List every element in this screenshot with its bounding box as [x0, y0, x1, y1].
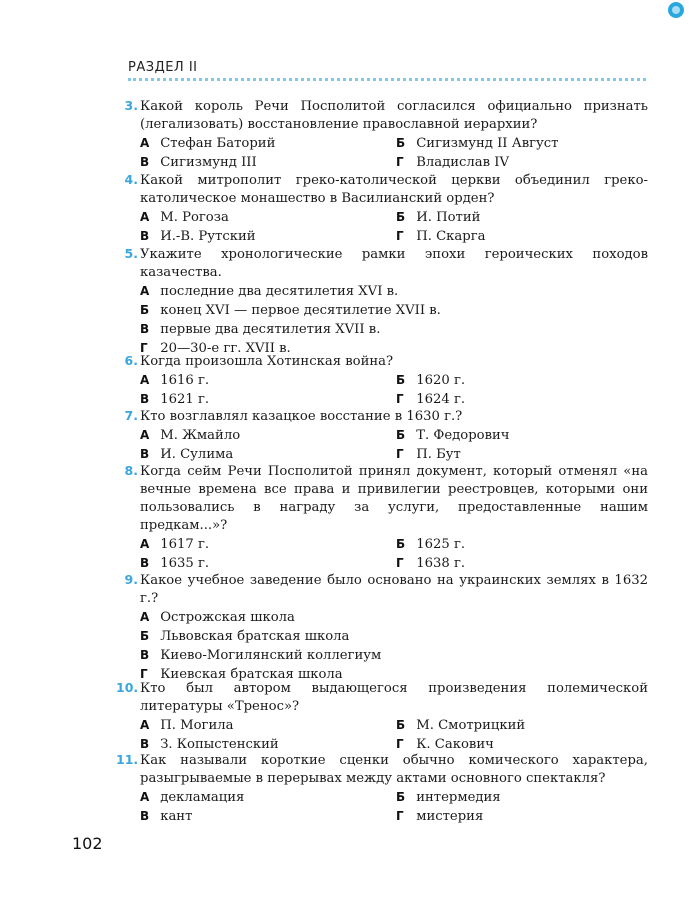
answer-option[interactable]: Б Т. Федорович [396, 428, 510, 443]
question-number: 8. [124, 463, 138, 478]
answer-options [140, 716, 648, 754]
question-9 [124, 572, 648, 684]
question-number: 9. [124, 572, 138, 587]
question-6 [124, 353, 648, 409]
answer-option[interactable]: В З. Копыстенский [140, 737, 279, 752]
question-text: Кто был автором выдающегося произведения полемической литературы «Тренос»? [140, 681, 648, 714]
answer-option[interactable]: А Острожская школа [140, 610, 295, 625]
answer-option[interactable]: В 1635 г. [140, 556, 210, 571]
question-text: Кто возглавлял казацкое восстание в 1630 г.? [140, 409, 463, 424]
answer-option[interactable]: Г П. Скарга [396, 229, 486, 244]
question-5 [124, 246, 648, 358]
answer-options [140, 208, 648, 246]
question-8 [124, 463, 648, 573]
answer-option[interactable]: Б конец XVI — первое десятилетие XVII в. [140, 303, 441, 318]
answer-option[interactable]: Г К. Сакович [396, 737, 494, 752]
answer-option[interactable]: Г 20—30-е гг. XVII в. [140, 341, 291, 356]
answer-option[interactable]: Б М. Смотрицкий [396, 718, 526, 733]
question-text: Какое учебное заведение было основано на украинских землях в 1632 г.? [140, 573, 648, 606]
answer-option[interactable]: А М. Рогоза [140, 210, 229, 225]
answer-option[interactable]: В Киево-Могилянский коллегиум [140, 648, 382, 663]
answer-option[interactable]: Б 1625 г. [396, 537, 466, 552]
question-text: Укажите хронологические рамки эпохи героических походов казачества. [140, 247, 648, 280]
answer-option[interactable]: А Стефан Баторий [140, 136, 276, 151]
question-11 [116, 752, 648, 826]
section-title: РАЗДЕЛ II [128, 60, 198, 75]
question-number: 6. [124, 353, 138, 368]
answer-options [140, 426, 648, 464]
answer-option[interactable]: Б интермедия [396, 790, 501, 805]
question-10 [116, 680, 648, 754]
question-4 [124, 172, 648, 246]
question-text: Когда произошла Хотинская война? [140, 354, 394, 369]
answer-option[interactable]: А последние два десятилетия XVI в. [140, 284, 399, 299]
answer-options [140, 788, 648, 826]
answer-option[interactable]: А 1616 г. [140, 373, 210, 388]
answer-option[interactable]: Г 1624 г. [396, 392, 466, 407]
answer-option[interactable]: В Сигизмунд III [140, 155, 257, 170]
answer-option[interactable]: Б 1620 г. [396, 373, 466, 388]
question-number: 10. [116, 680, 139, 695]
question-7 [124, 408, 648, 464]
answer-options [140, 535, 648, 573]
question-number: 3. [124, 98, 138, 113]
answer-option[interactable]: В И. Сулима [140, 447, 234, 462]
answer-option[interactable]: Б Львовская братская школа [140, 629, 350, 644]
question-text: Когда сейм Речи Посполитой принял документ, который отменял «на вечные времена все права и привилегии реестровцев, которыми они пользовались в награду за услуги, предоставленные нашим предкам...»? [140, 464, 648, 533]
answer-option[interactable]: В первые два десятилетия XVII в. [140, 322, 381, 337]
question-number: 7. [124, 408, 138, 423]
answer-option[interactable]: Г 1638 г. [396, 556, 466, 571]
answer-option[interactable]: Б Сигизмунд II Август [396, 136, 559, 151]
answer-option[interactable]: Г П. Бут [396, 447, 461, 462]
question-text: Как называли короткие сценки обычно комического характера, разыгрываемые в перерывах между актами основного спектакля? [140, 753, 648, 786]
question-text: Какой митрополит греко-католической церкви объединил греко-католическое монашество в Василианский орден? [140, 173, 648, 206]
question-number: 4. [124, 172, 138, 187]
answer-option[interactable]: Г мистерия [396, 809, 484, 824]
answer-option[interactable]: А П. Могила [140, 718, 234, 733]
answer-option[interactable]: В И.-В. Рутский [140, 229, 256, 244]
answer-option[interactable]: В 1621 г. [140, 392, 210, 407]
answer-option[interactable]: А 1617 г. [140, 537, 210, 552]
answer-options [140, 371, 648, 409]
question-number: 5. [124, 246, 138, 261]
answer-options [140, 134, 648, 172]
question-text: Какой король Речи Посполитой согласился официально признать (легализовать) восстановление православной иерархии? [140, 99, 648, 132]
answer-option[interactable]: Г Киевская братская школа [140, 667, 343, 682]
answer-options [140, 282, 648, 358]
page-number: 102 [72, 834, 103, 853]
publisher-logo-icon [668, 2, 684, 18]
answer-option[interactable]: А декламация [140, 790, 245, 805]
answer-option[interactable]: Б И. Потий [396, 210, 481, 225]
question-number: 11. [116, 752, 139, 767]
answer-option[interactable]: А М. Жмайло [140, 428, 241, 443]
question-3 [124, 98, 648, 172]
header-divider [128, 78, 646, 81]
answer-options [140, 608, 648, 684]
answer-option[interactable]: Г Владислав IV [396, 155, 510, 170]
answer-option[interactable]: В кант [140, 809, 193, 824]
